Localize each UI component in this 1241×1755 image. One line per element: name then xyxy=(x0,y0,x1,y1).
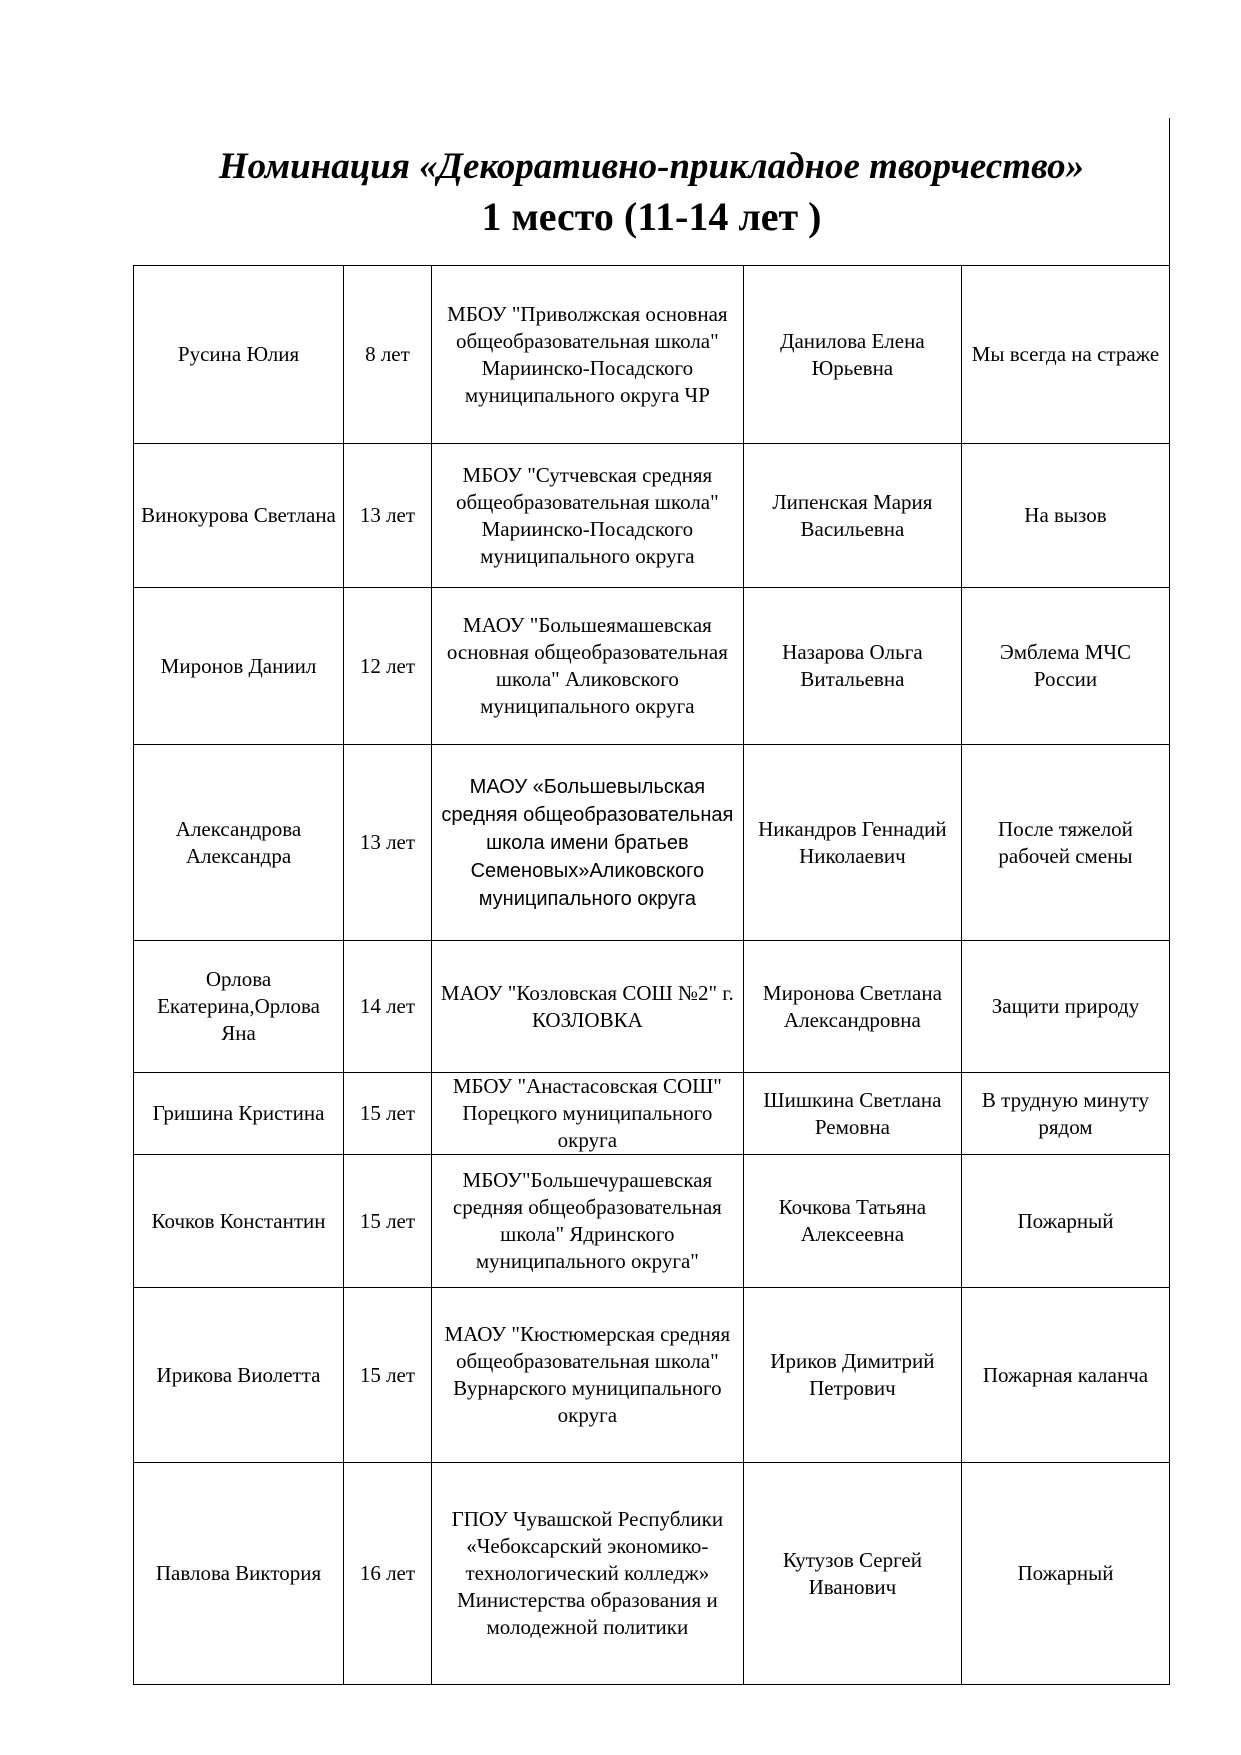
frame-border-line xyxy=(1169,118,1170,266)
participant-age: 13 лет xyxy=(344,444,432,588)
participant-age: 16 лет xyxy=(344,1463,432,1685)
teacher-name: Шишкина Светлана Ремовна xyxy=(743,1073,961,1155)
table-row xyxy=(134,1155,1170,1288)
work-title: В трудную минуту рядом xyxy=(961,1073,1169,1155)
participant-age: 8 лет xyxy=(344,266,432,444)
teacher-name: Кутузов Сергей Иванович xyxy=(743,1463,961,1685)
school-name: МАОУ «Большевыльская средняя общеобразовательная школа имени братьев Семеновых»Аликовского муниципального округа xyxy=(431,745,743,941)
table-row xyxy=(134,745,1170,941)
teacher-name: Назарова Ольга Витальевна xyxy=(743,588,961,745)
table-row xyxy=(134,588,1170,745)
participant-age: 15 лет xyxy=(344,1073,432,1155)
school-name: МБОУ "Приволжская основная общеобразовательная школа" Мариинско-Посадского муниципального округа ЧР xyxy=(431,266,743,444)
table-row xyxy=(134,266,1170,444)
table-row xyxy=(134,1073,1170,1155)
teacher-name: Миронова Светлана Александровна xyxy=(743,941,961,1073)
work-title: После тяжелой рабочей смены xyxy=(961,745,1169,941)
table-row xyxy=(134,941,1170,1073)
participant-name: Кочков Константин xyxy=(134,1155,344,1288)
teacher-name: Никандров Геннадий Николаевич xyxy=(743,745,961,941)
nomination-title: Номинация «Декоративно-прикладное творчество» xyxy=(218,146,1085,187)
school-name: МАОУ "Кюстюмерская средняя общеобразовательная школа" Вурнарского муниципального округа xyxy=(431,1288,743,1463)
school-name: ГПОУ Чувашской Республики «Чебоксарский экономико-технологический колледж» Министерства образования и молодежной политики xyxy=(431,1463,743,1685)
results-table xyxy=(133,265,1170,1685)
teacher-name: Данилова Елена Юрьевна xyxy=(743,266,961,444)
place-title: 1 место (11-14 лет ) xyxy=(481,194,822,239)
school-name: МБОУ "Сутчевская средняя общеобразовательная школа" Мариинско-Посадского муниципального округа xyxy=(431,444,743,588)
participant-name: Гришина Кристина xyxy=(134,1073,344,1155)
participant-name: Ирикова Виолетта xyxy=(134,1288,344,1463)
work-title: Пожарный xyxy=(961,1463,1169,1685)
work-title: Защити природу xyxy=(961,941,1169,1073)
participant-name: Миронов Даниил xyxy=(134,588,344,745)
work-title: Пожарная каланча xyxy=(961,1288,1169,1463)
school-name: МБОУ"Большечурашевская средняя общеобразовательная школа" Ядринского муниципального округа" xyxy=(431,1155,743,1288)
table-row xyxy=(134,1288,1170,1463)
participant-name: Александрова Александра xyxy=(134,745,344,941)
participant-name: Русина Юлия xyxy=(134,266,344,444)
page-heading xyxy=(134,142,1169,242)
table-row xyxy=(134,1463,1170,1685)
work-title: Пожарный xyxy=(961,1155,1169,1288)
school-name: МАОУ "Большеямашевская основная общеобразовательная школа" Аликовского муниципального округа xyxy=(431,588,743,745)
participant-age: 15 лет xyxy=(344,1288,432,1463)
table-row xyxy=(134,444,1170,588)
participant-age: 12 лет xyxy=(344,588,432,745)
teacher-name: Кочкова Татьяна Алексеевна xyxy=(743,1155,961,1288)
participant-age: 14 лет xyxy=(344,941,432,1073)
participant-age: 15 лет xyxy=(344,1155,432,1288)
participant-name: Павлова Виктория xyxy=(134,1463,344,1685)
work-title: Мы всегда на страже xyxy=(961,266,1169,444)
work-title: Эмблема МЧС России xyxy=(961,588,1169,745)
school-name: МАОУ "Козловская СОШ №2" г. КОЗЛОВКА xyxy=(431,941,743,1073)
participant-name: Винокурова Светлана xyxy=(134,444,344,588)
teacher-name: Липенская Мария Васильевна xyxy=(743,444,961,588)
participant-age: 13 лет xyxy=(344,745,432,941)
participant-name: Орлова Екатерина,Орлова Яна xyxy=(134,941,344,1073)
school-name: МБОУ "Анастасовская СОШ" Порецкого муниципального округа xyxy=(431,1073,743,1155)
work-title: На вызов xyxy=(961,444,1169,588)
teacher-name: Ириков Димитрий Петрович xyxy=(743,1288,961,1463)
